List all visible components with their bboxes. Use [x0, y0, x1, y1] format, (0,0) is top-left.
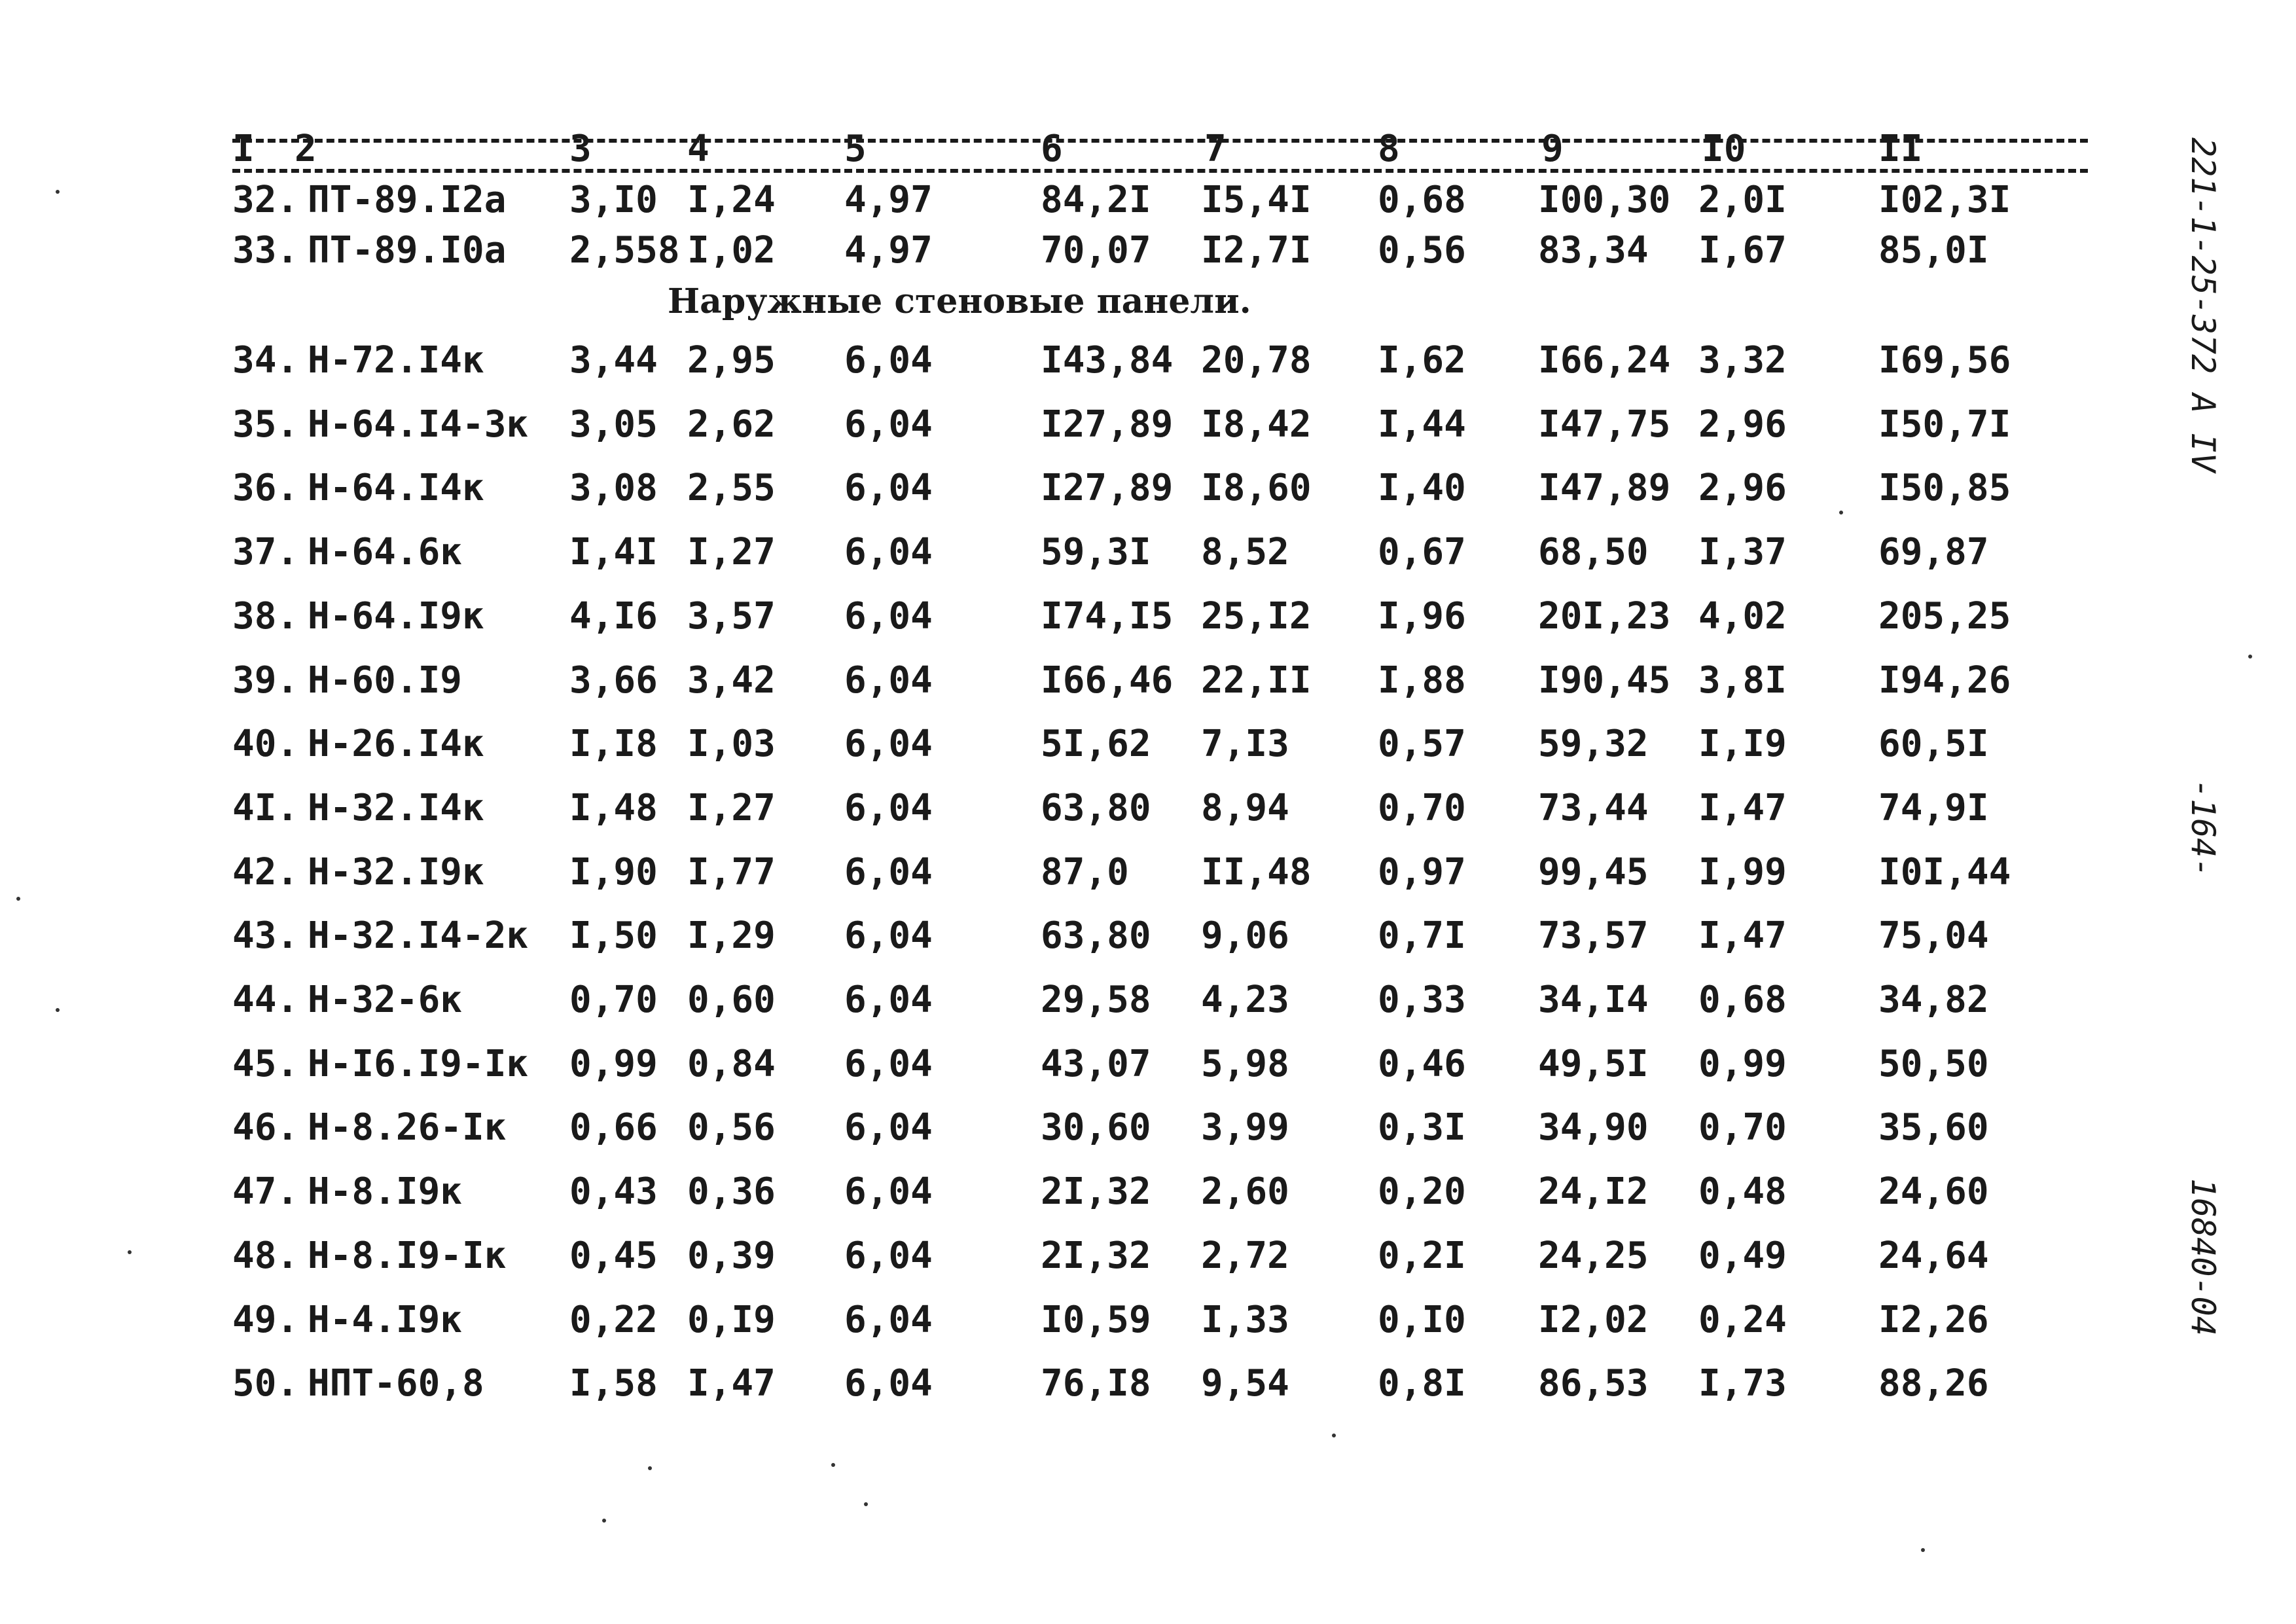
cell-c11: I50,85 [1878, 467, 2011, 510]
cell-c5: 6,04 [844, 1362, 933, 1405]
cell-c4: I,77 [687, 850, 776, 893]
cell-num: 37. [232, 531, 299, 574]
cell-c10: I,47 [1698, 786, 1787, 829]
cell-num: 38. [232, 594, 299, 638]
speck [2248, 655, 2252, 659]
cell-c3: 0,99 [569, 1042, 658, 1085]
cell-c7: I,33 [1201, 1298, 1289, 1341]
cell-c4: 2,95 [687, 339, 776, 382]
cell-c9: I00,30 [1538, 179, 1671, 221]
cell-c6: 87,0 [1041, 850, 1129, 893]
cell-c10: 3,32 [1698, 339, 1787, 382]
cell-c9: 34,I4 [1538, 979, 1649, 1021]
cell-num: 4I. [232, 786, 299, 829]
speck [1332, 1434, 1336, 1437]
cell-c5: 6,04 [844, 339, 933, 382]
cell-c10: 0,49 [1698, 1234, 1787, 1277]
cell-num: 49. [232, 1298, 299, 1341]
cell-c5: 6,04 [844, 786, 933, 829]
cell-c4: I,27 [687, 786, 776, 829]
cell-c5: 6,04 [844, 403, 933, 446]
cell-c11: 50,50 [1878, 1042, 1989, 1085]
cell-c9: I47,75 [1538, 403, 1671, 446]
cell-c9: 59,32 [1538, 723, 1649, 766]
cell-c3: 0,45 [569, 1234, 658, 1277]
cell-c8: 0,20 [1378, 1170, 1466, 1214]
cell-c9: I66,24 [1538, 339, 1671, 382]
speck [1839, 511, 1843, 514]
cell-num: 44. [232, 979, 299, 1021]
header-col-5: 5 [844, 128, 867, 170]
cell-c9: 68,50 [1538, 531, 1649, 574]
cell-c11: 69,87 [1878, 531, 1989, 574]
cell-c5: 6,04 [844, 467, 933, 510]
cell-name: Н-60.I9 [308, 659, 463, 702]
cell-c7: 5,98 [1201, 1042, 1289, 1085]
cell-c5: 6,04 [844, 979, 933, 1021]
cell-c4: 0,39 [687, 1234, 776, 1277]
cell-c7: II,48 [1201, 850, 1312, 893]
cell-c4: I,27 [687, 531, 776, 574]
cell-c4: I,24 [687, 179, 776, 221]
cell-c5: 6,04 [844, 1170, 933, 1214]
cell-c10: 3,8I [1698, 659, 1787, 702]
cell-name: Н-8.I9к [308, 1170, 463, 1214]
header-col-6: 6 [1041, 128, 1063, 170]
speck [1921, 1548, 1925, 1552]
cell-c6: I27,89 [1041, 467, 1174, 510]
cell-name: Н-64.I4-3к [308, 403, 529, 446]
cell-c10: 2,96 [1698, 467, 1787, 510]
cell-c3: 0,70 [569, 979, 658, 1021]
cell-c6: 70,07 [1041, 229, 1151, 272]
cell-c11: 60,5I [1878, 723, 1989, 766]
cell-c3: 3,08 [569, 467, 658, 510]
header-dash-line-bottom [232, 169, 2088, 173]
cell-c11: 88,26 [1878, 1362, 1989, 1405]
cell-c11: I02,3I [1878, 179, 2011, 221]
cell-c11: 75,04 [1878, 914, 1989, 958]
cell-c5: 6,04 [844, 914, 933, 958]
cell-c11: I50,7I [1878, 403, 2011, 446]
cell-c7: I8,60 [1201, 467, 1312, 510]
cell-c5: 4,97 [844, 179, 933, 221]
cell-c9: 73,44 [1538, 786, 1649, 829]
cell-c3: 4,I6 [569, 594, 658, 638]
cell-c6: 76,I8 [1041, 1362, 1151, 1405]
cell-c4: 3,57 [687, 594, 776, 638]
cell-c7: 20,78 [1201, 339, 1312, 382]
header-col-9: 9 [1541, 128, 1564, 170]
cell-c4: I,47 [687, 1362, 776, 1405]
cell-c5: 6,04 [844, 723, 933, 766]
cell-c11: I0I,44 [1878, 850, 2011, 893]
cell-name: Н-32.I4к [308, 786, 484, 829]
cell-c9: 99,45 [1538, 850, 1649, 893]
cell-c3: 0,66 [569, 1106, 658, 1149]
cell-name: Н-32.I4-2к [308, 914, 529, 958]
cell-c10: I,99 [1698, 850, 1787, 893]
header-col-2: 2 [295, 128, 317, 170]
header-col-7: 7 [1204, 128, 1227, 170]
cell-name: НПТ-60,8 [308, 1362, 484, 1405]
cell-c8: 0,57 [1378, 723, 1466, 766]
cell-c5: 6,04 [844, 1042, 933, 1085]
cell-c7: 22,II [1201, 659, 1312, 702]
cell-c8: 0,46 [1378, 1042, 1466, 1085]
cell-c6: 30,60 [1041, 1106, 1151, 1149]
cell-c9: 24,I2 [1538, 1170, 1649, 1214]
header-col-1: I [232, 128, 255, 170]
speck [56, 190, 60, 194]
cell-c4: 0,60 [687, 979, 776, 1021]
header-col-4: 4 [687, 128, 709, 170]
cell-c3: I,50 [569, 914, 658, 958]
cell-c11: 34,82 [1878, 979, 1989, 1021]
cell-c3: I,48 [569, 786, 658, 829]
cell-num: 36. [232, 467, 299, 510]
cell-c5: 6,04 [844, 1234, 933, 1277]
cell-num: 42. [232, 850, 299, 893]
cell-num: 47. [232, 1170, 299, 1214]
cell-c7: I2,7I [1201, 229, 1312, 272]
header-col-10: I0 [1702, 128, 1746, 170]
cell-c8: 0,97 [1378, 850, 1466, 893]
cell-c11: I69,56 [1878, 339, 2011, 382]
speck [16, 897, 20, 901]
cell-name: Н-I6.I9-Iк [308, 1042, 529, 1085]
cell-c7: I8,42 [1201, 403, 1312, 446]
cell-c10: I,37 [1698, 531, 1787, 574]
header-col-11: II [1878, 128, 1923, 170]
cell-c4: I,29 [687, 914, 776, 958]
cell-c9: I90,45 [1538, 659, 1671, 702]
cell-c5: 6,04 [844, 1298, 933, 1341]
cell-c11: I2,26 [1878, 1298, 1989, 1341]
cell-c6: 2I,32 [1041, 1170, 1151, 1214]
cell-num: 35. [232, 403, 299, 446]
cell-name: Н-26.I4к [308, 723, 484, 766]
cell-c3: 3,05 [569, 403, 658, 446]
cell-c10: 0,24 [1698, 1298, 1787, 1341]
cell-c11: 205,25 [1878, 594, 2011, 638]
cell-c4: I,02 [687, 229, 776, 272]
cell-c4: 0,I9 [687, 1298, 776, 1341]
cell-c8: I,44 [1378, 403, 1466, 446]
cell-num: 40. [232, 723, 299, 766]
cell-c8: 0,3I [1378, 1106, 1466, 1149]
cell-c6: I43,84 [1041, 339, 1174, 382]
cell-c6: I27,89 [1041, 403, 1174, 446]
cell-c6: 59,3I [1041, 531, 1151, 574]
cell-c3: I,4I [569, 531, 658, 574]
cell-c4: I,03 [687, 723, 776, 766]
cell-c9: 49,5I [1538, 1042, 1649, 1085]
cell-c3: 3,66 [569, 659, 658, 702]
cell-c6: 63,80 [1041, 914, 1151, 958]
cell-c3: 0,43 [569, 1170, 658, 1214]
cell-c7: 8,52 [1201, 531, 1289, 574]
cell-c9: 73,57 [1538, 914, 1649, 958]
cell-name: Н-32-6к [308, 979, 463, 1021]
cell-c7: 25,I2 [1201, 594, 1312, 638]
cell-c6: I0,59 [1041, 1298, 1151, 1341]
cell-name: ПТ-89.I2а [308, 179, 507, 221]
cell-c8: 0,67 [1378, 531, 1466, 574]
cell-c4: 0,36 [687, 1170, 776, 1214]
cell-c9: I2,02 [1538, 1298, 1649, 1341]
cell-c9: 86,53 [1538, 1362, 1649, 1405]
side-page-number: -164- [2184, 779, 2222, 878]
cell-c7: 9,54 [1201, 1362, 1289, 1405]
cell-c5: 6,04 [844, 659, 933, 702]
cell-c11: 24,64 [1878, 1234, 1989, 1277]
cell-c10: 0,70 [1698, 1106, 1787, 1149]
cell-name: Н-72.I4к [308, 339, 484, 382]
cell-num: 33. [232, 229, 299, 272]
cell-num: 39. [232, 659, 299, 702]
cell-c3: I,I8 [569, 723, 658, 766]
cell-c9: 83,34 [1538, 229, 1649, 272]
cell-c10: 2,0I [1698, 179, 1787, 221]
cell-c7: 3,99 [1201, 1106, 1289, 1149]
cell-c11: 35,60 [1878, 1106, 1989, 1149]
cell-c4: 2,55 [687, 467, 776, 510]
cell-c11: 74,9I [1878, 786, 1989, 829]
cell-c9: I47,89 [1538, 467, 1671, 510]
cell-c10: 2,96 [1698, 403, 1787, 446]
cell-c8: 0,56 [1378, 229, 1466, 272]
cell-c3: 0,22 [569, 1298, 658, 1341]
cell-c5: 6,04 [844, 531, 933, 574]
cell-c8: 0,8I [1378, 1362, 1466, 1405]
cell-c3: 3,I0 [569, 179, 658, 221]
cell-c8: I,88 [1378, 659, 1466, 702]
cell-name: Н-64.6к [308, 531, 463, 574]
cell-c10: 4,02 [1698, 594, 1787, 638]
section-title: Наружные стеновые панели. [668, 281, 1251, 321]
cell-c11: 24,60 [1878, 1170, 1989, 1214]
cell-c7: 8,94 [1201, 786, 1289, 829]
header-dash-line-top [232, 139, 2088, 143]
cell-c6: 29,58 [1041, 979, 1151, 1021]
cell-c8: 0,I0 [1378, 1298, 1466, 1341]
cell-c6: 84,2I [1041, 179, 1151, 221]
cell-num: 43. [232, 914, 299, 958]
cell-c11: 85,0I [1878, 229, 1989, 272]
cell-name: Н-64.I9к [308, 594, 484, 638]
cell-c10: I,I9 [1698, 723, 1787, 766]
cell-c8: 0,70 [1378, 786, 1466, 829]
speck [648, 1466, 652, 1470]
speck [831, 1463, 835, 1467]
side-code: 221-1-25-372 А IV [2184, 137, 2222, 473]
cell-num: 48. [232, 1234, 299, 1277]
cell-c10: I,47 [1698, 914, 1787, 958]
cell-c9: 34,90 [1538, 1106, 1649, 1149]
cell-name: Н-32.I9к [308, 850, 484, 893]
cell-num: 50. [232, 1362, 299, 1405]
cell-c6: 63,80 [1041, 786, 1151, 829]
cell-name: ПТ-89.I0а [308, 229, 507, 272]
cell-c5: 6,04 [844, 1106, 933, 1149]
cell-c6: 2I,32 [1041, 1234, 1151, 1277]
cell-c4: 3,42 [687, 659, 776, 702]
cell-num: 34. [232, 339, 299, 382]
cell-num: 45. [232, 1042, 299, 1085]
cell-c3: 3,44 [569, 339, 658, 382]
cell-c10: 0,68 [1698, 979, 1787, 1021]
cell-c5: 4,97 [844, 229, 933, 272]
cell-c10: 0,99 [1698, 1042, 1787, 1085]
cell-num: 32. [232, 179, 299, 221]
cell-c10: I,67 [1698, 229, 1787, 272]
speck [56, 1008, 60, 1012]
speck [602, 1519, 606, 1523]
cell-num: 46. [232, 1106, 299, 1149]
cell-c7: 4,23 [1201, 979, 1289, 1021]
header-col-3: 3 [569, 128, 592, 170]
cell-c7: I5,4I [1201, 179, 1312, 221]
cell-c6: I66,46 [1041, 659, 1174, 702]
cell-c5: 6,04 [844, 850, 933, 893]
side-document-number: 16840-04 [2184, 1178, 2222, 1336]
cell-c7: 2,60 [1201, 1170, 1289, 1214]
cell-c9: 20I,23 [1538, 594, 1671, 638]
cell-c6: I74,I5 [1041, 594, 1174, 638]
cell-c3: 2,558 [569, 229, 680, 272]
cell-c8: I,40 [1378, 467, 1466, 510]
cell-c7: 7,I3 [1201, 723, 1289, 766]
speck [128, 1250, 132, 1254]
cell-c8: 0,33 [1378, 979, 1466, 1021]
cell-c4: 0,56 [687, 1106, 776, 1149]
cell-c3: I,90 [569, 850, 658, 893]
cell-c10: 0,48 [1698, 1170, 1787, 1214]
cell-c7: 9,06 [1201, 914, 1289, 958]
cell-c6: 5I,62 [1041, 723, 1151, 766]
cell-c9: 24,25 [1538, 1234, 1649, 1277]
cell-name: Н-8.I9-Iк [308, 1234, 507, 1277]
cell-name: Н-8.26-Iк [308, 1106, 507, 1149]
cell-c7: 2,72 [1201, 1234, 1289, 1277]
cell-c5: 6,04 [844, 594, 933, 638]
cell-c11: I94,26 [1878, 659, 2011, 702]
cell-c6: 43,07 [1041, 1042, 1151, 1085]
cell-c8: I,62 [1378, 339, 1466, 382]
cell-c8: 0,7I [1378, 914, 1466, 958]
cell-name: Н-64.I4к [308, 467, 484, 510]
cell-c4: 2,62 [687, 403, 776, 446]
cell-c3: I,58 [569, 1362, 658, 1405]
cell-name: Н-4.I9к [308, 1298, 463, 1341]
cell-c8: 0,68 [1378, 179, 1466, 221]
cell-c4: 0,84 [687, 1042, 776, 1085]
speck [864, 1502, 868, 1506]
cell-c8: I,96 [1378, 594, 1466, 638]
header-col-8: 8 [1378, 128, 1400, 170]
cell-c10: I,73 [1698, 1362, 1787, 1405]
cell-c8: 0,2I [1378, 1234, 1466, 1277]
